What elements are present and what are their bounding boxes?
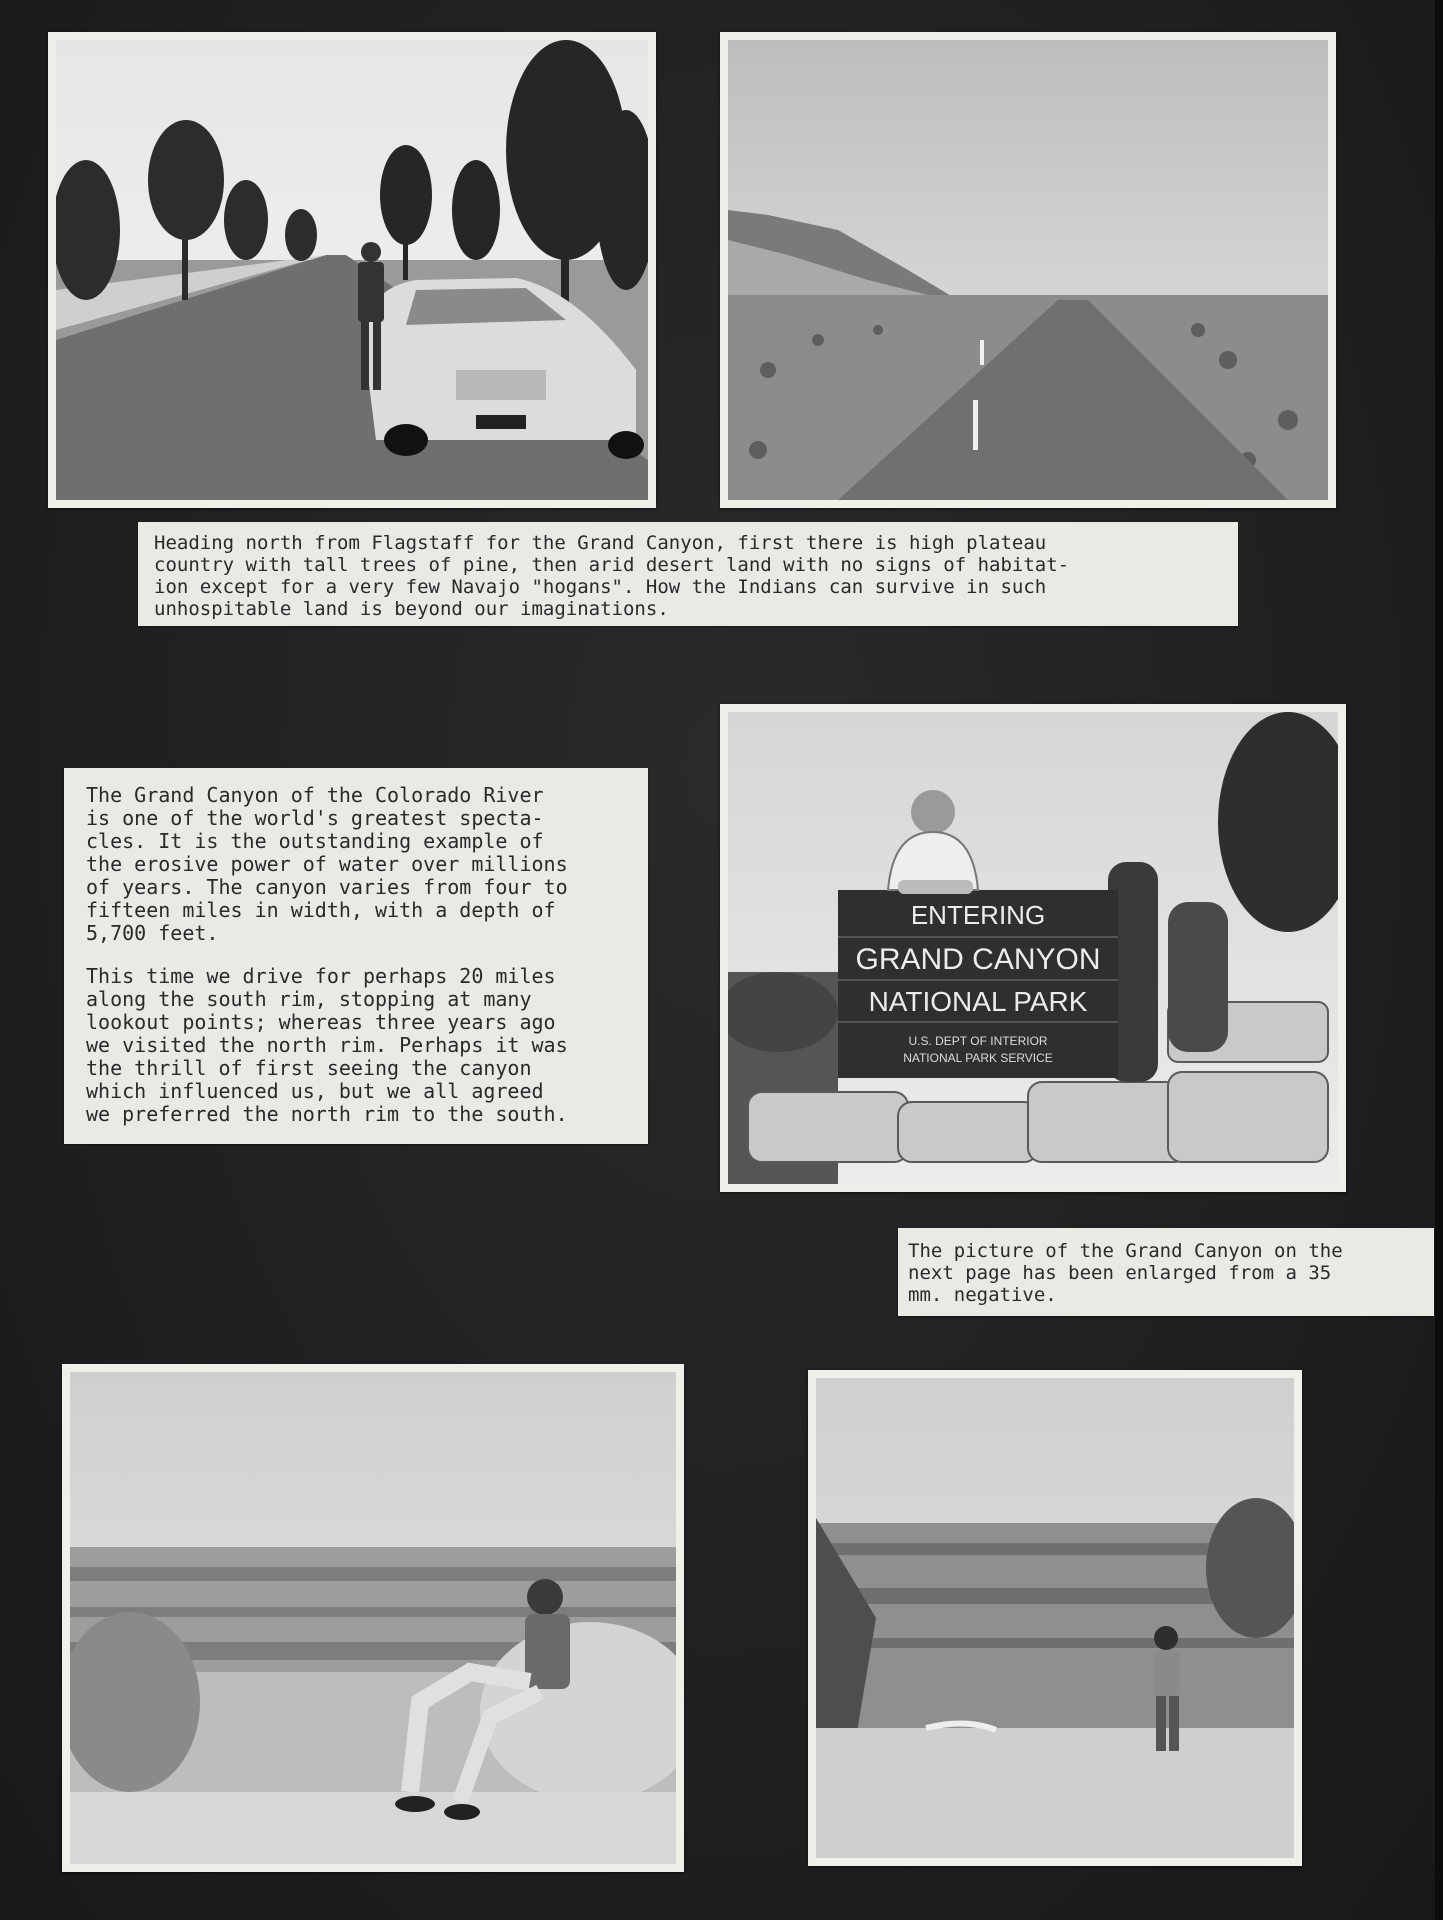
photo-desert-road-image (728, 40, 1328, 500)
photo-canyon-edge-image (816, 1378, 1294, 1858)
page-edge (1435, 0, 1443, 1920)
sign-line-dept-interior: U.S. DEPT OF INTERIOR (908, 1034, 1048, 1048)
photo-road-car-image (56, 40, 648, 500)
sign-line-grand-canyon: GRAND CANYON (855, 943, 1101, 976)
sign-line-entering: ENTERING (910, 900, 1046, 930)
sign-line-park-service: NATIONAL PARK SERVICE (903, 1051, 1053, 1065)
sign-line-national-park: NATIONAL PARK (868, 986, 1088, 1017)
caption-next-page-text: The picture of the Grand Canyon on the next page has been enlarged from a 35 mm. negative. (908, 1240, 1343, 1306)
caption-flagstaff-text: Heading north from Flagstaff for the Grand Canyon, first there is high plateau country with tall trees of pine, then arid desert land with no signs of habitat- ion except for a very few Navajo "hogans". How the Indians can survive in such unhospitable land is beyond our imaginations. (154, 532, 1070, 620)
photo-road-car (48, 32, 656, 508)
photo-canyon-woman (62, 1364, 684, 1872)
park-sign (838, 890, 1118, 1078)
caption-grand-canyon (64, 768, 648, 1144)
caption-grand-canyon-para1: The Grand Canyon of the Colorado River is one of the world's greatest specta- cles. It is the outstanding example of the erosive power of water over millions of years. The canyon varies from four to fifteen miles in width, with a depth of 5,700 feet. (86, 783, 568, 945)
caption-flagstaff (138, 522, 1238, 626)
photo-park-sign (720, 704, 1346, 1192)
photo-park-sign-image (728, 712, 1338, 1184)
caption-grand-canyon-para2: This time we drive for perhaps 20 miles along the south rim, stopping at many lookout points; whereas three years ago we visited the north rim. Perhaps it was the thrill of first seeing the canyon which influenced us, but we all agreed we preferred the north rim to the south. (86, 964, 568, 1126)
caption-next-page (898, 1228, 1434, 1316)
photo-desert-road (720, 32, 1336, 508)
photo-canyon-edge (808, 1370, 1302, 1866)
photo-canyon-woman-image (70, 1372, 676, 1864)
